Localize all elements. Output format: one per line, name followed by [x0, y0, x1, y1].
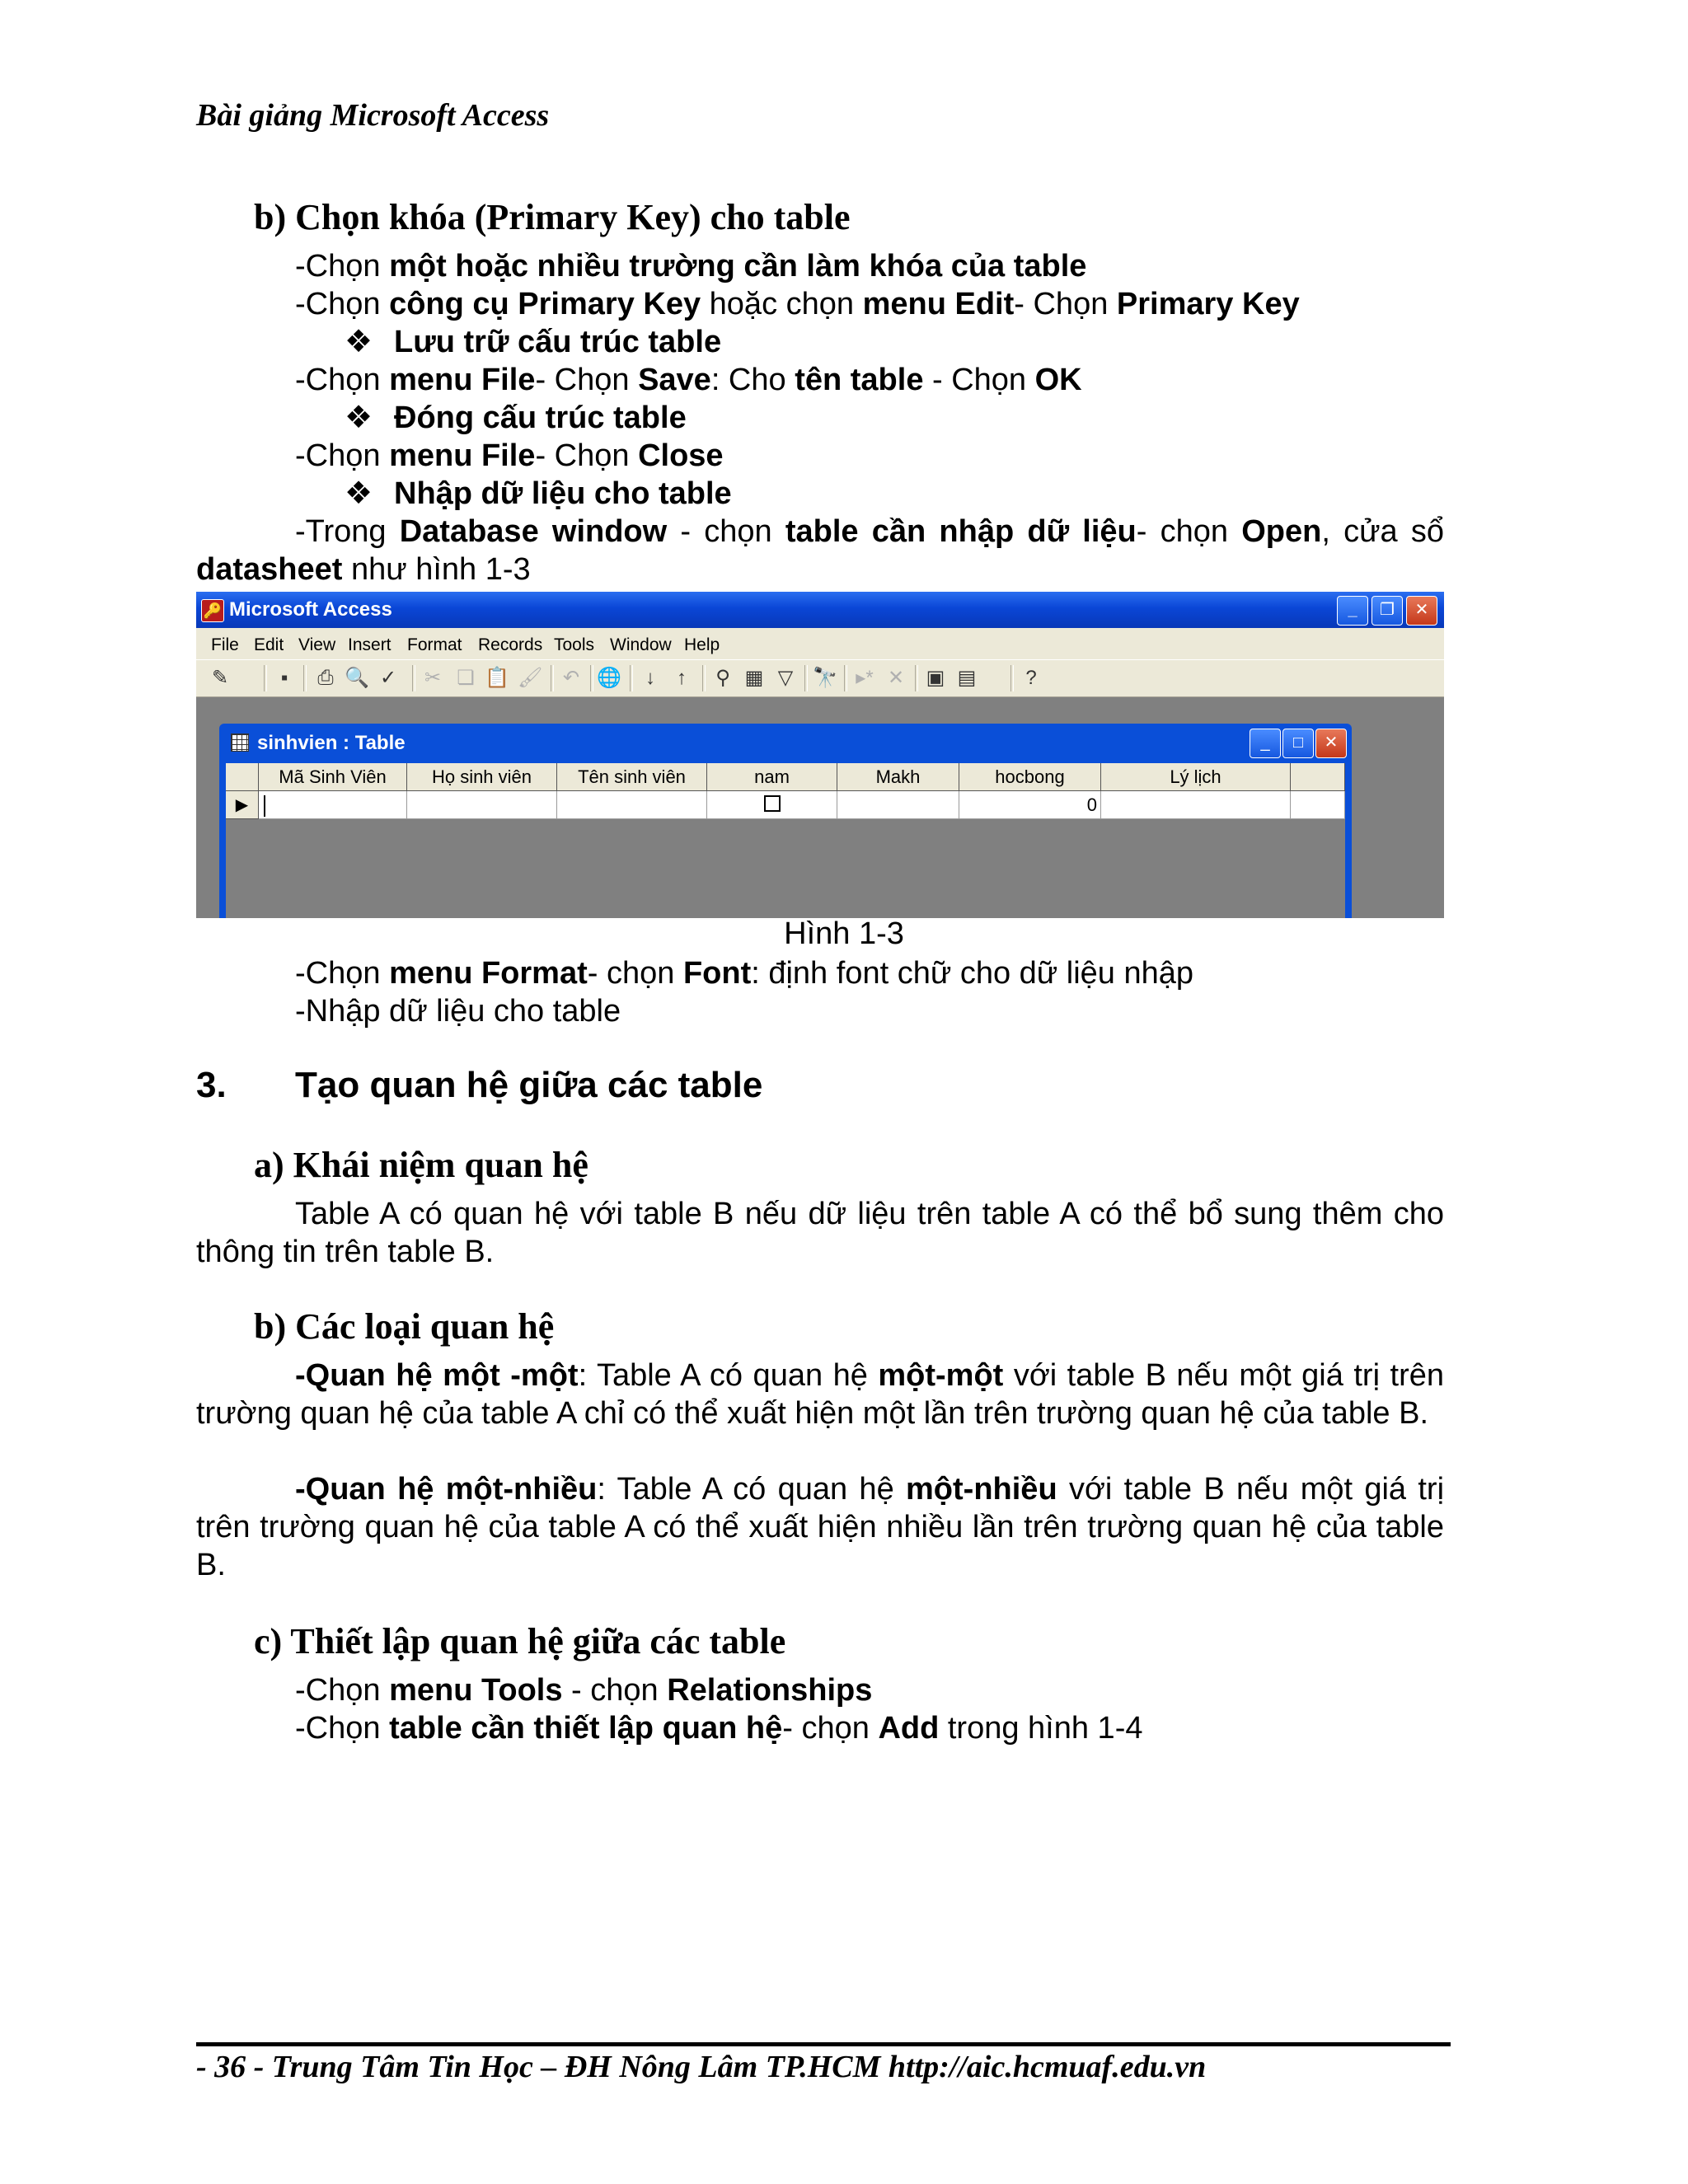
paragraph-one-to-one: -Quan hệ một -một: Table A có quan hệ một-một với table B nếu một giá trị trên trường quan hệ của table A chỉ có thể xuất hiện một lần trên trường quan hệ của table B. [196, 1358, 1444, 1431]
cell-nam[interactable] [707, 791, 837, 819]
menu-bar [196, 628, 1444, 659]
sort-ascending-icon[interactable]: ↓ [645, 667, 655, 689]
diamond-bullet-icon: ❖ [345, 325, 373, 359]
line-select-fields: -Chọn một hoặc nhiều trường cần làm khóa của table [295, 249, 1087, 284]
restore-icon[interactable]: ❐ [1372, 596, 1403, 626]
cell-makh[interactable] [837, 791, 959, 819]
sort-descending-icon[interactable]: ↑ [677, 667, 687, 689]
save-icon[interactable]: ▪ [280, 667, 288, 689]
section-number: 3. [196, 1065, 227, 1105]
column-header[interactable]: hocbong [959, 763, 1101, 791]
new-object-icon[interactable]: ▤ [957, 667, 977, 689]
bullet-save-structure: ❖ Lưu trữ cấu trúc table [345, 325, 722, 359]
heading-relationship-types: b) Các loại quan hệ [254, 1306, 555, 1347]
design-view-icon[interactable]: ✎ [211, 667, 229, 689]
footer-rule [196, 2042, 1451, 2046]
menu-tools[interactable]: Tools [554, 635, 595, 654]
child-minimize-icon[interactable]: _ [1250, 729, 1281, 758]
menu-format[interactable]: Format [407, 635, 462, 654]
cut-icon[interactable]: ✂ [424, 667, 442, 689]
column-header[interactable]: nam [707, 763, 837, 791]
menu-view[interactable]: View [298, 635, 336, 654]
heading-set-relationships: c) Thiết lập quan hệ giữa các table [254, 1621, 786, 1661]
access-datasheet-screenshot [196, 592, 1444, 918]
line-menu-file-close: -Chọn menu File- Chọn Close [295, 438, 724, 473]
column-header[interactable]: Mã Sinh Viên [259, 763, 407, 791]
heading-relationship-concept: a) Khái niệm quan hệ [254, 1145, 588, 1185]
database-window-icon[interactable]: ▣ [926, 667, 945, 689]
app-title: Microsoft Access [229, 598, 392, 621]
paragraph-one-to-many: -Quan hệ một-nhiều: Table A có quan hệ một-nhiều với table B nếu một giá trị trên trường quan hệ của table A có thể xuất hiện nhiều lần trên trường quan hệ của table B. [196, 1472, 1445, 1582]
running-footer: - 36 - Trung Tâm Tin Học – ĐH Nông Lâm TP.HCM http://aic.hcmuaf.edu.vn [196, 2050, 1207, 2084]
menu-edit[interactable]: Edit [254, 635, 284, 654]
figure-caption: Hình 1-3 [784, 916, 904, 951]
line-enter-data: -Nhập dữ liệu cho table [295, 994, 621, 1029]
cell-hocbong[interactable]: 0 [959, 791, 1101, 819]
menu-file[interactable]: File [211, 635, 239, 654]
new-record-icon[interactable]: ▸* [856, 667, 874, 689]
corner-header [226, 763, 259, 791]
line-primary-key-tool: -Chọn công cụ Primary Key hoặc chọn menu Edit- Chọn Primary Key [295, 287, 1300, 321]
app-titlebar [196, 592, 1444, 628]
bullet-enter-data: ❖ Nhập dữ liệu cho table [345, 476, 732, 511]
section-title: Tạo quan hệ giữa các table [295, 1065, 763, 1105]
diamond-bullet-icon: ❖ [345, 476, 373, 511]
datasheet-grid [226, 763, 1345, 918]
child-close-icon[interactable]: ✕ [1315, 729, 1347, 758]
help-icon[interactable]: ? [1025, 667, 1037, 689]
bullet-close-structure: ❖ Đóng cấu trúc table [345, 401, 687, 435]
delete-record-icon[interactable]: ✕ [887, 667, 905, 689]
diamond-bullet-icon: ❖ [345, 401, 373, 435]
spelling-icon[interactable]: ✓ [379, 667, 397, 689]
menu-insert[interactable]: Insert [348, 635, 392, 654]
column-header[interactable]: Họ sinh viên [407, 763, 557, 791]
line-select-table-add: -Chọn table cần thiết lập quan hệ- chọn Add trong hình 1-4 [295, 1711, 1143, 1746]
paste-icon[interactable]: 📋 [485, 667, 509, 689]
access-logo-icon: 🔑 [201, 599, 224, 622]
cell-lylich[interactable] [1101, 791, 1291, 819]
cell-tensv[interactable] [557, 791, 707, 819]
cell-hosv[interactable] [407, 791, 557, 819]
menu-window[interactable]: Window [610, 635, 672, 654]
running-header: Bài giảng Microsoft Access [196, 98, 550, 133]
child-window-title: sinhvien : Table [257, 732, 406, 754]
sinhvien-table-window [219, 724, 1352, 918]
line-menu-file-save: -Chọn menu File- Chọn Save: Cho tên table - Chọn OK [295, 363, 1082, 397]
format-painter-icon[interactable]: 🖌 [518, 667, 543, 689]
filter-by-form-icon[interactable]: ▦ [744, 667, 764, 689]
print-icon[interactable]: ⎙ [317, 667, 334, 689]
column-header[interactable]: Makh [837, 763, 959, 791]
table-icon [231, 733, 249, 752]
child-maximize-icon[interactable]: □ [1282, 729, 1314, 758]
paragraph-database-window: -Trong Database window - chọn table cần nhập dữ liệu- chọn Open, cửa sổ datasheet như hình 1-3 [196, 514, 1444, 587]
record-selector-icon[interactable]: ▶ [226, 791, 259, 819]
close-icon[interactable]: ✕ [1406, 596, 1437, 626]
line-menu-format-font: -Chọn menu Format- chọn Font: định font chữ cho dữ liệu nhập [295, 956, 1194, 991]
find-icon[interactable]: 🔭 [813, 667, 837, 689]
line-menu-tools: -Chọn menu Tools - chọn Relationships [295, 1673, 873, 1708]
cell-masv[interactable] [259, 791, 407, 819]
hyperlink-icon[interactable]: 🌐 [597, 667, 621, 689]
apply-filter-icon[interactable]: ▽ [777, 667, 794, 689]
minimize-icon[interactable]: _ [1337, 596, 1368, 626]
menu-help[interactable]: Help [684, 635, 720, 654]
undo-icon[interactable]: ↶ [562, 667, 580, 689]
heading-primary-key: b) Chọn khóa (Primary Key) cho table [254, 197, 851, 237]
checkbox-icon[interactable] [764, 795, 781, 812]
menu-records[interactable]: Records [478, 635, 543, 654]
column-header[interactable]: Lý lịch [1101, 763, 1291, 791]
print-preview-icon[interactable]: 🔍 [345, 667, 369, 689]
paragraph-relationship-concept: Table A có quan hệ với table B nếu dữ liệu trên table A có thể bổ sung thêm cho thông tin trên table B. [196, 1197, 1444, 1269]
filter-by-selection-icon[interactable]: ⚲ [715, 667, 730, 689]
copy-icon[interactable]: ❏ [457, 667, 475, 689]
toolbar [196, 659, 1444, 697]
column-header[interactable]: Tên sinh viên [557, 763, 707, 791]
